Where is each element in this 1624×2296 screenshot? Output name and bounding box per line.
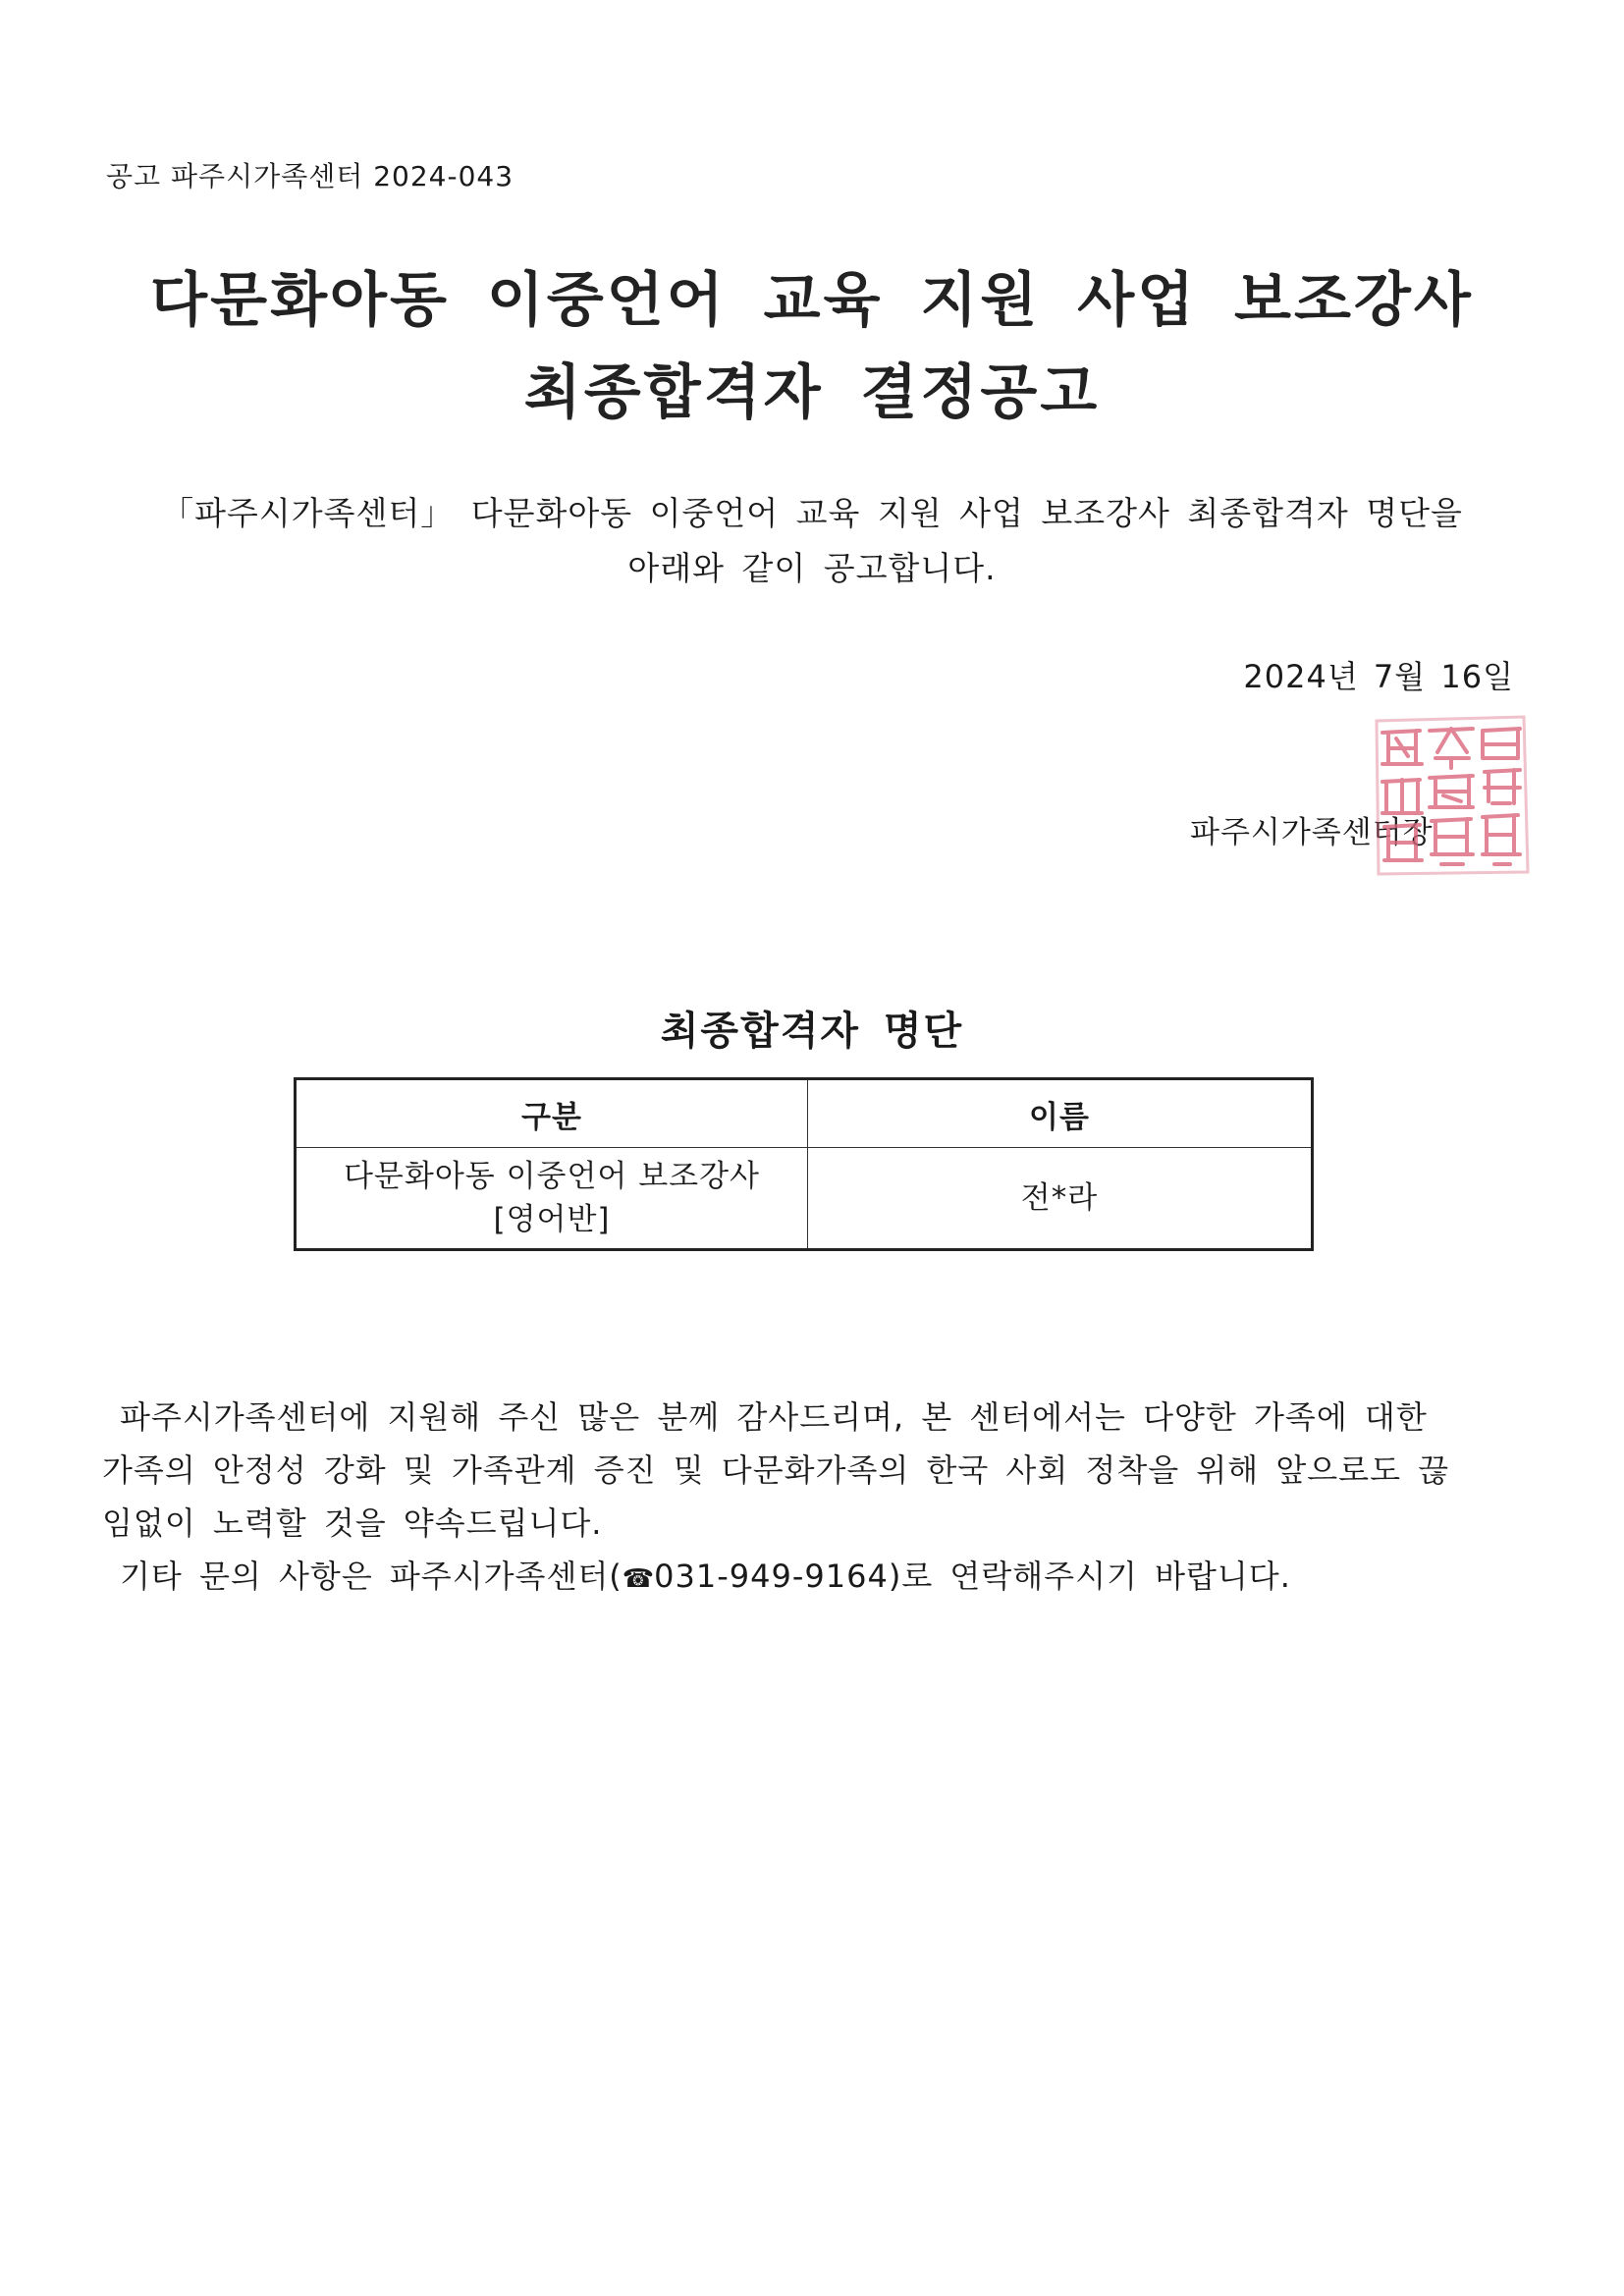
category-cell-line1: 다문화아동 이중언어 보조강사	[343, 1159, 760, 1194]
official-seal-icon	[1367, 707, 1536, 882]
intro-text-line1: 「파주시가족센터」 다문화아동 이중언어 교육 지원 사업 보조강사 최종합격자 명단을	[161, 494, 1463, 532]
notice-number: 공고 파주시가족센터 2024-043	[106, 160, 514, 192]
page-title-line1: 다문화아동 이중언어 교육 지원 사업 보조강사	[150, 266, 1474, 335]
closing-text-line3: 임없이 노력할 것을 약속드립니다.	[102, 1504, 603, 1542]
phone-icon: ☎	[622, 1564, 655, 1594]
results-title: 최종합격자 명단	[660, 1009, 964, 1054]
column-header-category: 구분	[296, 1079, 808, 1148]
closing-text-line2: 가족의 안정성 강화 및 가족관계 증진 및 다문화가족의 한국 사회 정착을 위해 앞으로도 끊	[102, 1451, 1450, 1489]
category-cell	[296, 1148, 808, 1250]
closing-text-line1: 파주시가족센터에 지원해 주신 많은 분께 감사드리며, 본 센터에서는 다양한 가족에 대한	[120, 1398, 1428, 1436]
phone-number: 031-949-9164	[654, 1558, 889, 1595]
notice-date: 2024년 7월 16일	[1243, 658, 1514, 695]
page-title-line2: 최종합격자 결정공고	[523, 358, 1101, 427]
contact-prefix: 기타 문의 사항은 파주시가족센터(	[120, 1558, 623, 1595]
intro-text-line2: 아래와 같이 공고합니다.	[627, 549, 997, 587]
name-cell: 전*라	[808, 1148, 1313, 1250]
table-header-row	[296, 1079, 1313, 1148]
contact-line	[120, 1552, 1534, 1597]
category-cell-line2: [영어반]	[493, 1202, 611, 1237]
column-header-name: 이름	[808, 1079, 1313, 1148]
contact-suffix: )로 연락해주시기 바랍니다.	[888, 1558, 1291, 1595]
signer-title: 파주시가족센터장	[1190, 815, 1434, 850]
results-table	[294, 1077, 1314, 1251]
table-row	[296, 1148, 1313, 1250]
